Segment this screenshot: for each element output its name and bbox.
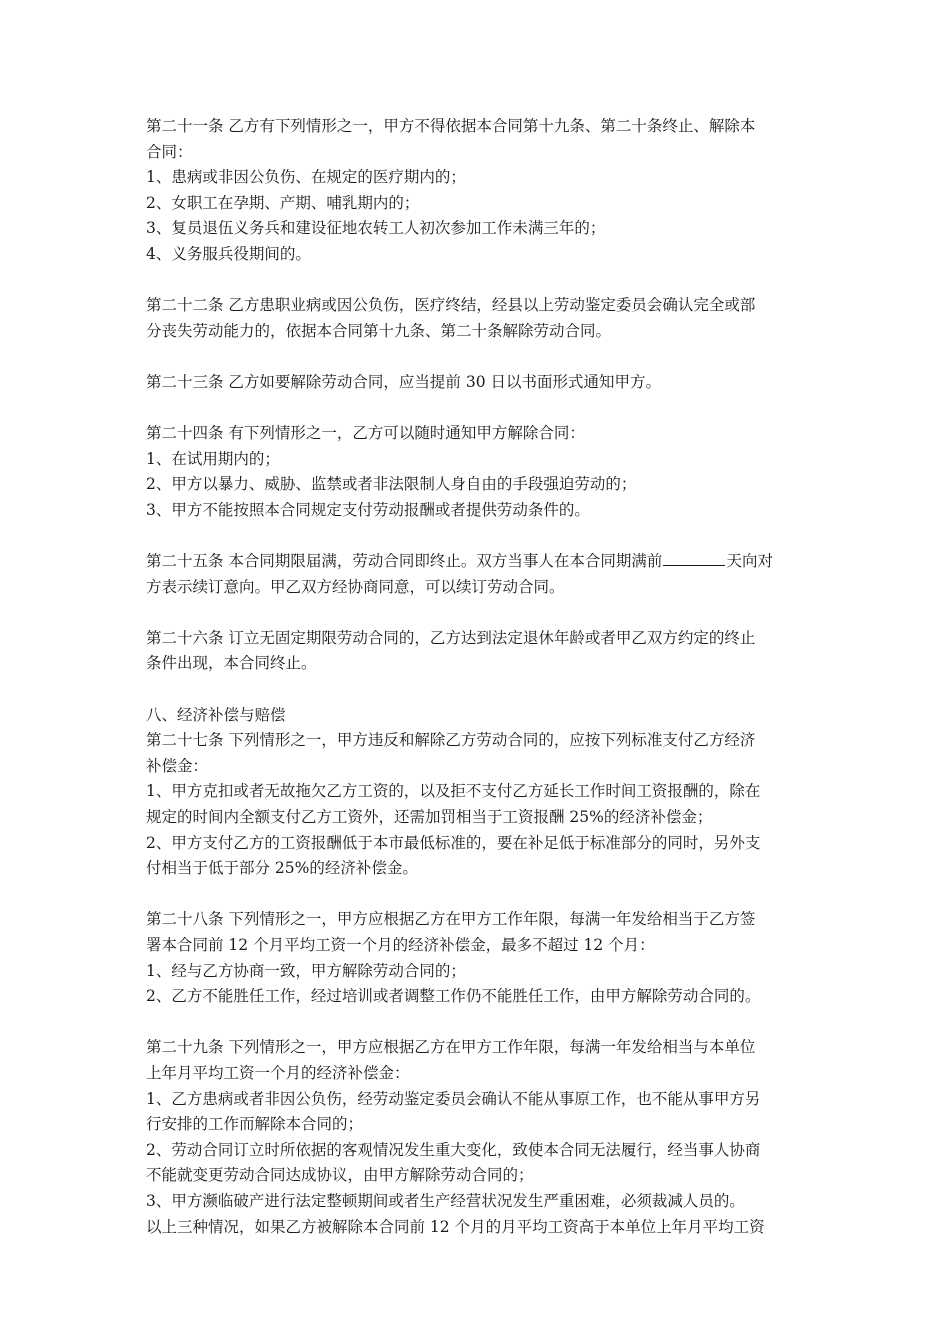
- article-24-line-1: 第二十四条 有下列情形之一，乙方可以随时通知甲方解除合同：: [146, 424, 585, 443]
- article-27-line-3: 1、甲方克扣或者无故拖欠乙方工资的，以及拒不支付乙方延长工作时间工资报酬的，除在: [146, 782, 761, 801]
- article-25-line-2: 方表示续订意向。甲乙双方经协商同意，可以续订劳动合同。: [146, 577, 565, 596]
- paragraph-gap: [146, 344, 810, 370]
- article-24-item-2: 2、甲方以暴力、威胁、监禁或者非法限制人身自由的手段强迫劳动的；: [146, 475, 637, 494]
- article-27-line-6: 付相当于低于部分 25%的经济补偿金。: [146, 859, 418, 878]
- document-body: [146, 114, 810, 1240]
- article-28-line-1: 第二十八条 下列情形之一，甲方应根据乙方在甲方工作年限，每满一年发给相当于乙方签: [146, 910, 756, 929]
- paragraph-gap: [146, 882, 810, 908]
- article-27-line-1: 第二十七条 下列情形之一，甲方违反和解除乙方劳动合同的，应按下列标准支付乙方经济: [146, 731, 756, 750]
- article-29-line-6: 不能就变更劳动合同达成协议，由甲方解除劳动合同的；: [146, 1166, 534, 1185]
- article-25-line-1: [146, 549, 810, 575]
- article-21-item-3: 3、复员退伍义务兵和建设征地农转工人初次参加工作未满三年的；: [146, 219, 606, 238]
- article-25-text-after-blank: 天向对: [726, 552, 773, 571]
- article-27-line-2: 补偿金：: [146, 756, 209, 775]
- article-27-line-5: 2、甲方支付乙方的工资报酬低于本市最低标准的，要在补足低于标准部分的同时，另外支: [146, 833, 761, 852]
- article-27-line-4: 规定的时间内全额支付乙方工资外，还需加罚相当于工资报酬 25%的经济补偿金；: [146, 808, 713, 827]
- article-24-item-1: 1、在试用期内的；: [146, 449, 280, 468]
- article-21-line-1: 第二十一条 乙方有下列情形之一，甲方不得依据本合同第十九条、第二十条终止、解除本: [146, 117, 756, 135]
- article-22-line-1: 第二十二条 乙方患职业病或因公负伤，医疗终结，经县以上劳动鉴定委员会确认完全或部: [146, 296, 756, 315]
- article-21-item-2: 2、女职工在孕期、产期、哺乳期内的；: [146, 193, 420, 212]
- article-29-line-4: 行安排的工作而解除本合同的；: [146, 1115, 364, 1134]
- article-26-line-1: 第二十六条 订立无固定期限劳动合同的，乙方达到法定退休年龄或者甲乙双方约定的终止: [146, 628, 756, 647]
- paragraph-gap: [146, 396, 810, 422]
- article-28-line-2: 署本合同前 12 个月平均工资一个月的经济补偿金，最多不超过 12 个月：: [146, 936, 655, 954]
- article-21-item-1: 1、患病或非因公负伤、在规定的医疗期内的；: [146, 168, 466, 187]
- paragraph-gap: [146, 524, 810, 550]
- article-24-item-3: 3、甲方不能按照本合同规定支付劳动报酬或者提供劳动条件的。: [146, 500, 590, 519]
- article-22-line-2: 分丧失劳动能力的，依据本合同第十九条、第二十条解除劳动合同。: [146, 321, 612, 340]
- article-26-line-2: 条件出现，本合同终止。: [146, 654, 317, 673]
- article-21-line-2: 合同：: [146, 142, 193, 161]
- article-29-line-5: 2、劳动合同订立时所依据的客观情况发生重大变化，致使本合同无法履行，经当事人协商: [146, 1140, 761, 1159]
- days-blank-field: [663, 551, 725, 566]
- paragraph-gap: [146, 268, 810, 294]
- paragraph-gap: [146, 677, 810, 703]
- article-29-line-3: 1、乙方患病或者非因公负伤，经劳动鉴定委员会确认不能从事原工作，也不能从事甲方另: [146, 1089, 761, 1108]
- paragraph-gap: [146, 600, 810, 626]
- article-21-item-4: 4、义务服兵役期间的。: [146, 244, 311, 263]
- paragraph-gap: [146, 1010, 810, 1036]
- article-28-line-3: 1、经与乙方协商一致，甲方解除劳动合同的；: [146, 961, 466, 980]
- article-29-line-1: 第二十九条 下列情形之一，甲方应根据乙方在甲方工作年限，每满一年发给相当与本单位: [146, 1038, 756, 1057]
- article-29-line-2: 上年月平均工资一个月的经济补偿金：: [146, 1063, 410, 1082]
- article-29-line-7: 3、甲方濒临破产进行法定整顿期间或者生产经营状况发生严重困难，必须裁减人员的。: [146, 1191, 745, 1210]
- section-8-heading: 八、经济补偿与赔偿: [146, 705, 286, 724]
- article-23-line-1: 第二十三条 乙方如要解除劳动合同，应当提前 30 日以书面形式通知甲方。: [146, 372, 662, 391]
- article-28-line-4: 2、乙方不能胜任工作，经过培训或者调整工作仍不能胜任工作，由甲方解除劳动合同的。: [146, 987, 761, 1006]
- article-29-line-8: 以上三种情况，如果乙方被解除本合同前 12 个月的月平均工资高于本单位上年月平均工资: [146, 1217, 765, 1236]
- article-25-text-before-blank: 第二十五条 本合同期限届满，劳动合同即终止。双方当事人在本合同期满前: [146, 552, 663, 571]
